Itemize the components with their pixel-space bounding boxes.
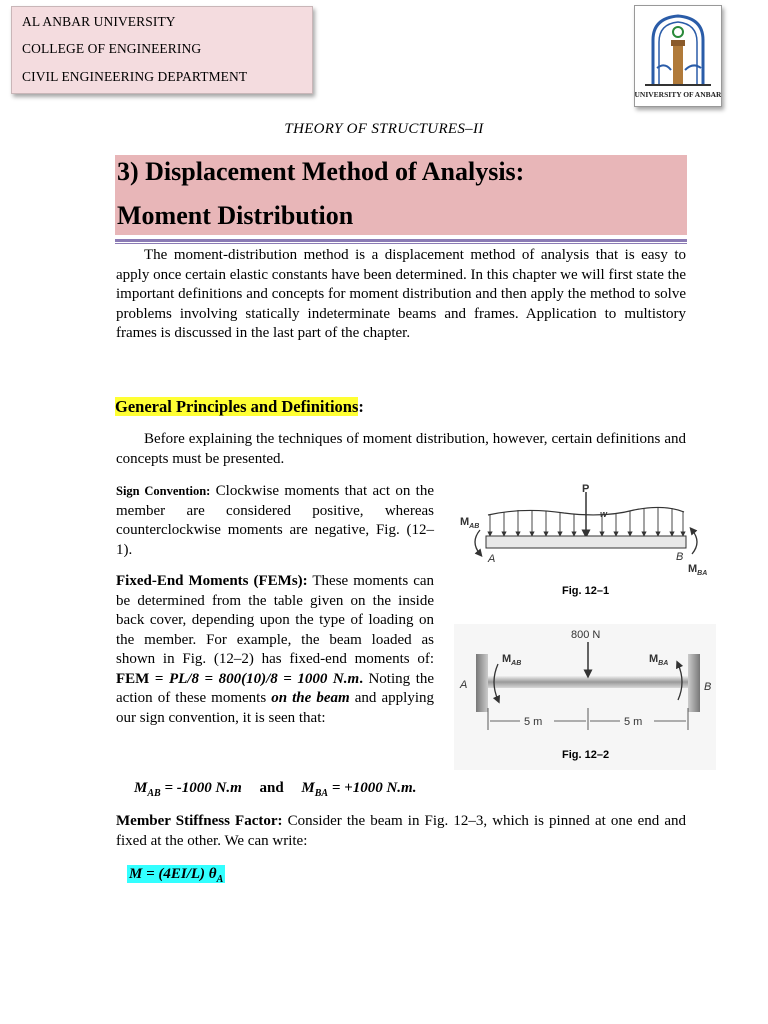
sign-convention-paragraph: [116, 482, 434, 560]
stiffness-paragraph: [116, 812, 686, 851]
university-seal-icon: [635, 6, 721, 106]
department-name: CIVIL ENGINEERING DEPARTMENT: [22, 69, 248, 84]
stiffness-text: Consider the beam in Fig. 12–3, which is pinned at one end and fixed at the other. We can write:: [116, 813, 686, 849]
section-heading-colon: :: [358, 397, 364, 416]
fig1-label-b: B: [676, 551, 684, 563]
fig1-mab: $M_{AB}$: [460, 516, 480, 530]
fig2-mba: $M_{BA}$: [649, 653, 669, 667]
fig2-left-wall: [476, 654, 488, 712]
fig1-caption: Fig. 12–1: [562, 585, 610, 597]
fixed-end-moments-equation: [134, 780, 416, 799]
university-header: [11, 6, 313, 94]
section-heading-text: General Principles and Definitions: [115, 397, 359, 416]
fig1-moment-ba-arrow: [692, 530, 697, 554]
sign-convention-text: Clockwise moments that act on the member are considered positive, whereas counterclockwise moments are negative, Fig. (12–1).: [116, 483, 435, 558]
logo-caption: UNIVERSITY OF ANBAR: [635, 90, 721, 99]
fig2-right-wall: [688, 654, 700, 712]
fem-text-1: These moments can be determined from the table given on the inside back cover, depending upon the type of loading on the member. For example, the beam loaded as shown in Fig. (12–2) has fixed-end moments of:: [116, 573, 435, 667]
fig2-dim-1: 5 m: [524, 716, 543, 728]
fig1-load-p: P: [582, 483, 590, 495]
mab-symbol: M: [134, 780, 148, 796]
college-name: COLLEGE OF ENGINEERING: [22, 41, 202, 56]
stiffness-label: Member Stiffness Factor:: [116, 813, 283, 829]
fem-text-3: and applying our sign convention, it is seen that:: [116, 690, 434, 726]
section-heading: [115, 397, 364, 417]
figure-12-1: [454, 480, 714, 610]
fig2-beam: [488, 676, 688, 688]
fem-formula-end: .: [359, 670, 363, 687]
and-word: and: [259, 780, 284, 796]
fig2-load-label: 800 N: [571, 629, 601, 641]
fig2-mab: $M_{AB}$: [502, 653, 522, 667]
sign-convention-label: Sign Convention:: [116, 484, 211, 498]
title-divider: [115, 239, 687, 242]
fig1-moment-ab-arrow: [475, 530, 480, 554]
definitions-intro-paragraph: Before explaining the techniques of moment distribution, however, certain definitions and concepts must be presented.: [116, 431, 686, 467]
chapter-title-box: [115, 155, 687, 235]
fig1-load-w: w: [600, 509, 608, 519]
mab-subscript: AB: [147, 788, 161, 799]
fig2-caption: Fig. 12–2: [562, 749, 610, 761]
fig1-mba: $M_{BA}$: [688, 563, 708, 577]
mba-symbol: M: [301, 780, 315, 796]
stiffness-formula: M = (4EI/L) θ: [129, 866, 217, 882]
university-name: AL ANBAR UNIVERSITY: [22, 14, 176, 29]
fig1-beam: [486, 536, 686, 548]
fig2-label-a: A: [460, 679, 468, 691]
figure-12-2: [454, 624, 716, 770]
intro-paragraph: The moment-distribution method is a displacement method of analysis that is easy to apply once certain elastic constants have been determined. In this chapter we will first state the important definitions and concepts for moment distribution and then apply the method to solve problems involving statically indeterminate beams and frames. Application to multistory frames is discussed in the last part of the chapter.: [116, 247, 686, 341]
fem-formula: PL/8 = 800(10)/8 = 1000 N.m: [168, 670, 360, 687]
mba-subscript: BA: [314, 788, 329, 799]
stiffness-equation: [127, 866, 225, 885]
stiffness-formula-sub: A: [216, 874, 224, 885]
university-logo: [634, 5, 722, 107]
fem-paragraph: [116, 572, 434, 728]
fem-formula-label: FEM =: [116, 670, 169, 687]
course-title: THEORY OF STRUCTURES–II: [284, 121, 484, 137]
fig2-label-b: B: [704, 681, 712, 693]
fem-emphasis: on the beam: [271, 690, 350, 706]
chapter-title-line1: 3) Displacement Method of Analysis:: [117, 157, 525, 186]
mba-value: = +1000 N.m.: [328, 780, 417, 796]
title-divider-thin: [115, 243, 687, 244]
fem-text-2: Noting the action of these moments: [116, 670, 435, 706]
fig2-dim-2: 5 m: [624, 716, 643, 728]
chapter-title-line2: Moment Distribution: [117, 201, 354, 230]
mab-value: = -1000 N.m: [160, 780, 242, 796]
fig1-label-a: A: [488, 553, 496, 565]
fem-label: Fixed-End Moments (FEMs):: [116, 573, 308, 589]
